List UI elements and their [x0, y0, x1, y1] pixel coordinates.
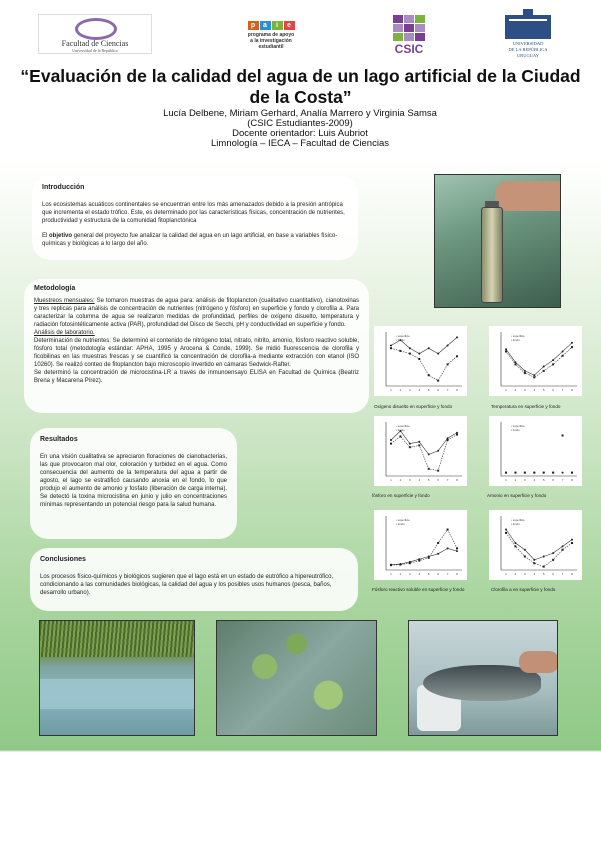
- data-point-superficie: [562, 472, 564, 474]
- chart-svg: [374, 326, 467, 396]
- chart-caption: Amonio en superficie y fondo: [487, 493, 547, 498]
- udelar-logo: [502, 12, 554, 62]
- data-point-fondo: [399, 435, 401, 437]
- data-point-fondo: [428, 468, 430, 470]
- data-point-fondo: [543, 566, 545, 568]
- csic-square: [404, 24, 414, 32]
- data-point-fondo: [552, 472, 554, 474]
- data-point-fondo: [409, 446, 411, 448]
- chart-caption: fósforo en superficie y fondo: [372, 493, 430, 498]
- introduction-box: [32, 176, 358, 260]
- data-point-fondo: [437, 380, 439, 382]
- csic-square: [415, 33, 425, 41]
- x-tick-label: 2: [514, 478, 517, 482]
- data-point-fondo: [399, 350, 401, 352]
- data-point-fondo: [409, 353, 411, 355]
- x-tick-label: 3: [524, 572, 526, 576]
- data-point-fondo: [552, 559, 554, 561]
- data-point-fondo: [524, 472, 526, 474]
- series-line-superficie: [391, 431, 457, 454]
- data-point-superficie: [543, 366, 545, 368]
- objective-paragraph: [42, 232, 348, 248]
- udelar-line1: UNIVERSIDAD: [512, 41, 544, 46]
- data-point-fondo: [456, 547, 458, 549]
- x-tick-label: 3: [409, 478, 411, 482]
- data-point-superficie: [418, 441, 420, 443]
- conclusions-heading: Conclusiones: [40, 556, 86, 563]
- legend-entry: • superficie: [396, 424, 410, 428]
- data-point-fondo: [514, 545, 516, 547]
- csic-squares: [393, 15, 425, 41]
- series-line-superficie: [506, 530, 572, 560]
- data-point-fondo: [543, 472, 545, 474]
- chart-5: [374, 510, 467, 580]
- csic-square: [393, 15, 403, 23]
- x-tick-label: 8: [456, 478, 458, 482]
- csic-square: [393, 33, 403, 41]
- x-tick-label: 1: [505, 478, 507, 482]
- authors-block: [140, 109, 460, 149]
- facultad-ciencias-logo: [38, 14, 152, 54]
- udelar-line3: URUGUAY: [516, 53, 540, 58]
- legend-entry: • superficie: [511, 518, 525, 522]
- logo-facultad-sub: Universidad de la República: [72, 48, 118, 53]
- university-building-icon: [505, 15, 551, 39]
- hand-shape: [519, 651, 558, 673]
- x-tick-label: 2: [399, 388, 402, 392]
- fish-photo: [408, 620, 558, 736]
- methodology-heading: Metodología: [34, 285, 76, 292]
- data-point-fondo: [514, 472, 516, 474]
- x-tick-label: 5: [427, 572, 430, 576]
- chart-svg: [374, 510, 467, 580]
- x-tick-label: 6: [552, 572, 554, 576]
- chart-caption: Clorofila a en superficie y fondo: [491, 587, 556, 592]
- x-tick-label: 5: [427, 478, 430, 482]
- data-point-fondo: [437, 542, 439, 544]
- chart-6: [489, 510, 582, 580]
- data-point-fondo: [524, 556, 526, 558]
- legend-entry: ▪ fondo: [396, 428, 405, 432]
- sampling-label: Muestreos mensuales:: [34, 298, 95, 304]
- data-point-superficie: [428, 347, 430, 349]
- legend-entry: • superficie: [396, 518, 410, 522]
- x-tick-label: 5: [542, 388, 545, 392]
- conclusions-paragraph: Los procesos físico-químicos y biológicos sugieren que el lago está en un estado de eutrófico a hipereutrófico, condicionando a las comunidades biológicas, la calidad del agua y los posibles usos humanos (pesca, baños, desarrollo urbano).: [40, 574, 334, 596]
- elisa-paragraph: Se determinó la concentración de microcistina-LR a través de inmunoensayo ELISA en Facultad de Química (Beatriz Brena y Macarena Pírez).: [34, 370, 359, 384]
- data-point-fondo: [456, 355, 458, 357]
- reeds-shape: [40, 621, 194, 657]
- data-point-fondo: [514, 363, 516, 365]
- data-point-superficie: [552, 552, 554, 554]
- x-tick-label: 8: [571, 478, 573, 482]
- data-point-fondo: [390, 443, 392, 445]
- data-point-fondo: [390, 564, 392, 566]
- x-tick-label: 5: [427, 388, 430, 392]
- data-point-superficie: [543, 556, 545, 558]
- x-tick-label: 2: [399, 572, 402, 576]
- x-tick-label: 1: [390, 478, 392, 482]
- x-tick-label: 7: [446, 572, 449, 576]
- results-paragraph: En una visión cualitativa se apreciaron floraciones de cianobacterias, las que provocaron mal olor, coloración y turbidez en el agua. Como consecuencia del aumento de la temperatura del agua a partir de agosto, el lago se estratificó causando anoxia en el fondo, lo que produjo el aumento de amonio y fosfato (liberación de carga interna). Se detectó la toxina microcistina en junio y julio en concentraciones mínimas representando un potencial riesgo para la salud humana.: [40, 454, 227, 508]
- legend-entry: ▪ fondo: [511, 338, 520, 342]
- x-tick-label: 2: [514, 572, 517, 576]
- data-point-fondo: [447, 439, 449, 441]
- data-point-superficie: [447, 345, 449, 347]
- objective-bold: objetivo: [49, 233, 73, 239]
- data-point-superficie: [514, 361, 516, 363]
- x-tick-label: 2: [399, 478, 402, 482]
- data-point-superficie: [505, 348, 507, 350]
- chart-caption: Fósforo reactivo soluble en superficie y fondo: [372, 587, 465, 592]
- lab-label-line: [34, 329, 359, 337]
- x-tick-label: 4: [418, 572, 421, 576]
- x-tick-label: 4: [533, 388, 536, 392]
- legend-entry: • superficie: [396, 334, 410, 338]
- data-point-superficie: [562, 545, 564, 547]
- data-point-fondo: [562, 355, 564, 357]
- paie-letter-a: a: [260, 21, 271, 30]
- csic-square: [404, 15, 414, 23]
- x-tick-label: 3: [524, 478, 526, 482]
- logo-facultad-name: Facultad de Ciencias: [61, 39, 129, 48]
- data-point-superficie: [437, 353, 439, 355]
- x-tick-label: 8: [456, 572, 458, 576]
- lab-label: Análisis de laboratorio.: [34, 330, 95, 336]
- objective-pre: El: [42, 233, 50, 239]
- chart-svg: [374, 416, 467, 486]
- data-point-fondo: [428, 557, 430, 559]
- data-point-superficie: [524, 549, 526, 551]
- paie-letter-p: p: [248, 21, 259, 30]
- logo-circle-shape: [75, 18, 117, 40]
- series-line-fondo: [391, 530, 457, 566]
- x-tick-label: 4: [533, 572, 536, 576]
- series-line-superficie: [506, 343, 572, 375]
- data-point-fondo: [418, 560, 420, 562]
- lake-shore-photo: [39, 620, 195, 736]
- data-point-superficie: [533, 559, 535, 561]
- institution: Limnología – IECA – Facultad de Ciencias: [211, 138, 389, 149]
- x-tick-label: 1: [505, 388, 507, 392]
- data-point-fondo: [571, 346, 573, 348]
- legend-entry: • superficie: [511, 334, 525, 338]
- data-point-fondo: [418, 444, 420, 446]
- x-tick-label: 7: [561, 478, 564, 482]
- data-point-superficie: [447, 547, 449, 549]
- paie-letter-i: i: [272, 21, 283, 30]
- data-point-fondo: [505, 532, 507, 534]
- data-point-fondo: [437, 470, 439, 472]
- data-point-superficie: [437, 553, 439, 555]
- chart-1: [374, 326, 467, 396]
- introduction-paragraph: Los ecosistemas acuáticos continentales se encuentran entre los más amenazados debido a la presión antrópica que incrementa el estado trófico. Este, es determinado por las características físicas, concentración de nutrientes, productividad y estructura de la comunidad fitoplanctónica: [42, 202, 345, 224]
- poster-title: “Evaluación de la calidad del agua de un lago artificial de la Ciudad de la Costa”: [20, 66, 581, 107]
- legend-entry: ▪ fondo: [396, 338, 405, 342]
- sampling-text: Se tomaron muestras de agua para: análisis de fitoplancton (cualitativo cuantitativo), cianotoxinas y tres replicas para análisis de concentración de nutrientes (nitrógeno y fósforo) en superficie y fondo y clorofila a. Para caracterizar la columna de agua se realizaron medidas de profundidad, perfiles de oxígeno disuelto, temperatura y radiación fotosintéticamente activa (PAR), profundidad del Disco de Secchi, pH y conductividad en superficie y fondo.: [34, 298, 359, 328]
- chart-4: [489, 416, 582, 486]
- chart-svg: [489, 326, 582, 396]
- data-point-fondo: [447, 529, 449, 531]
- udelar-text: [508, 41, 547, 59]
- data-point-fondo: [390, 347, 392, 349]
- data-point-superficie: [571, 539, 573, 541]
- chart-svg: [489, 416, 582, 486]
- x-tick-label: 8: [571, 572, 573, 576]
- data-point-superficie: [533, 374, 535, 376]
- data-point-fondo: [505, 350, 507, 352]
- csic-square: [415, 24, 425, 32]
- x-tick-label: 6: [552, 478, 554, 482]
- x-tick-label: 6: [437, 388, 439, 392]
- data-point-superficie: [390, 345, 392, 347]
- x-tick-label: 5: [542, 572, 545, 576]
- x-tick-label: 1: [390, 388, 392, 392]
- data-point-fondo: [409, 562, 411, 564]
- data-point-superficie: [514, 542, 516, 544]
- data-point-superficie: [409, 347, 411, 349]
- x-tick-label: 4: [533, 478, 536, 482]
- data-point-fondo: [571, 472, 573, 474]
- x-tick-label: 6: [437, 478, 439, 482]
- data-point-fondo: [571, 542, 573, 544]
- data-point-superficie: [562, 350, 564, 352]
- data-point-fondo: [399, 564, 401, 566]
- data-point-fondo: [505, 472, 507, 474]
- sampler-tube-shape: [481, 207, 503, 303]
- author-group: (CSIC Estudiantes-2009): [247, 118, 353, 129]
- objective-post: general del proyecto fue analizar la calidad del agua en un lago artificial, en base a variables físico-químicas y biológicas a lo largo del año.: [42, 233, 338, 247]
- x-tick-label: 5: [542, 478, 545, 482]
- methodology-box: [24, 279, 369, 413]
- paie-text: programa de apoyo a la investigación estudiantil: [247, 31, 295, 50]
- data-point-fondo: [562, 435, 564, 437]
- x-tick-label: 4: [418, 478, 421, 482]
- legend-entry: ▪ fondo: [396, 522, 405, 526]
- data-point-superficie: [390, 439, 392, 441]
- x-tick-label: 1: [390, 572, 392, 576]
- data-point-superficie: [571, 342, 573, 344]
- conclusions-box: [30, 548, 358, 611]
- chart-svg: [489, 510, 582, 580]
- x-tick-label: 3: [524, 388, 526, 392]
- algae-scum-shape: [40, 679, 194, 709]
- x-tick-label: 4: [418, 388, 421, 392]
- data-point-superficie: [505, 529, 507, 531]
- data-point-fondo: [543, 370, 545, 372]
- advisor: Docente orientador: Luis Aubriot: [232, 128, 368, 139]
- data-point-fondo: [456, 434, 458, 436]
- data-point-superficie: [437, 450, 439, 452]
- data-point-superficie: [456, 550, 458, 552]
- data-point-fondo: [533, 376, 535, 378]
- x-tick-label: 7: [561, 388, 564, 392]
- data-point-superficie: [409, 443, 411, 445]
- paie-letter-e: e: [284, 21, 295, 30]
- chart-caption: Temperatura en superficie y fondo: [491, 404, 561, 409]
- data-point-fondo: [447, 363, 449, 365]
- results-box: [30, 428, 237, 539]
- x-tick-label: 7: [446, 478, 449, 482]
- data-point-superficie: [428, 453, 430, 455]
- data-point-superficie: [552, 359, 554, 361]
- legend-entry: ▪ fondo: [511, 522, 520, 526]
- x-tick-label: 1: [505, 572, 507, 576]
- x-tick-label: 2: [514, 388, 517, 392]
- x-tick-label: 8: [571, 388, 573, 392]
- csic-square: [415, 15, 425, 23]
- lab-paragraph: Determinación de nutrientes: Se determinó el contenido de nitrógeno total, nitrato, nitrito, amonio, fósforo reactivo soluble, fósforo total (metodología estándar: APHA, 1995 y Arocena & Conde, 1999). Se midió fluorescencia de clorofila y ficobilinas en las muestras frescas y se cuantificó la concentración de clorofila-a mediante extracción con etanol (ISO 10260). Se realizó conteo de fitoplancton bajo microscopio invertido en cámaras Sedwick-Rafter.: [34, 338, 359, 368]
- chart-caption: Oxígeno disuelto en superficie y fondo: [374, 404, 453, 409]
- series-line-superficie: [391, 548, 457, 564]
- chart-2: [489, 326, 582, 396]
- legend-entry: ▪ fondo: [511, 428, 520, 432]
- x-tick-label: 6: [437, 572, 439, 576]
- csic-name: CSIC: [394, 41, 424, 56]
- csic-square: [393, 24, 403, 32]
- x-tick-label: 8: [456, 388, 458, 392]
- paie-letter-boxes: [248, 21, 295, 30]
- data-point-fondo: [552, 363, 554, 365]
- x-tick-label: 3: [409, 572, 411, 576]
- cyanobacteria-bloom-photo: [216, 620, 377, 736]
- data-point-fondo: [562, 549, 564, 551]
- sampling-paragraph: [34, 297, 359, 329]
- water-sampler-photo: [434, 174, 561, 308]
- data-point-superficie: [524, 370, 526, 372]
- data-point-superficie: [456, 336, 458, 338]
- introduction-heading: Introducción: [42, 184, 85, 191]
- paie-logo: [246, 12, 296, 58]
- data-point-fondo: [428, 374, 430, 376]
- hand-shape: [495, 181, 561, 211]
- results-heading: Resultados: [40, 436, 78, 443]
- data-point-superficie: [418, 353, 420, 355]
- x-tick-label: 3: [409, 388, 411, 392]
- legend-entry: • superficie: [511, 424, 525, 428]
- csic-logo: [386, 14, 432, 56]
- data-point-fondo: [524, 372, 526, 374]
- data-point-superficie: [447, 437, 449, 439]
- chart-3: [374, 416, 467, 486]
- data-point-fondo: [533, 472, 535, 474]
- data-point-fondo: [418, 358, 420, 360]
- author-names: Lucía Delbene, Miriam Gerhard, Analía Marrero y Virginia Samsa: [163, 108, 437, 119]
- x-tick-label: 7: [561, 572, 564, 576]
- data-point-fondo: [533, 562, 535, 564]
- csic-square: [404, 33, 414, 41]
- udelar-line2: DE LA REPÚBLICA: [508, 47, 548, 52]
- data-point-superficie: [456, 432, 458, 434]
- x-tick-label: 6: [552, 388, 554, 392]
- x-tick-label: 7: [446, 388, 449, 392]
